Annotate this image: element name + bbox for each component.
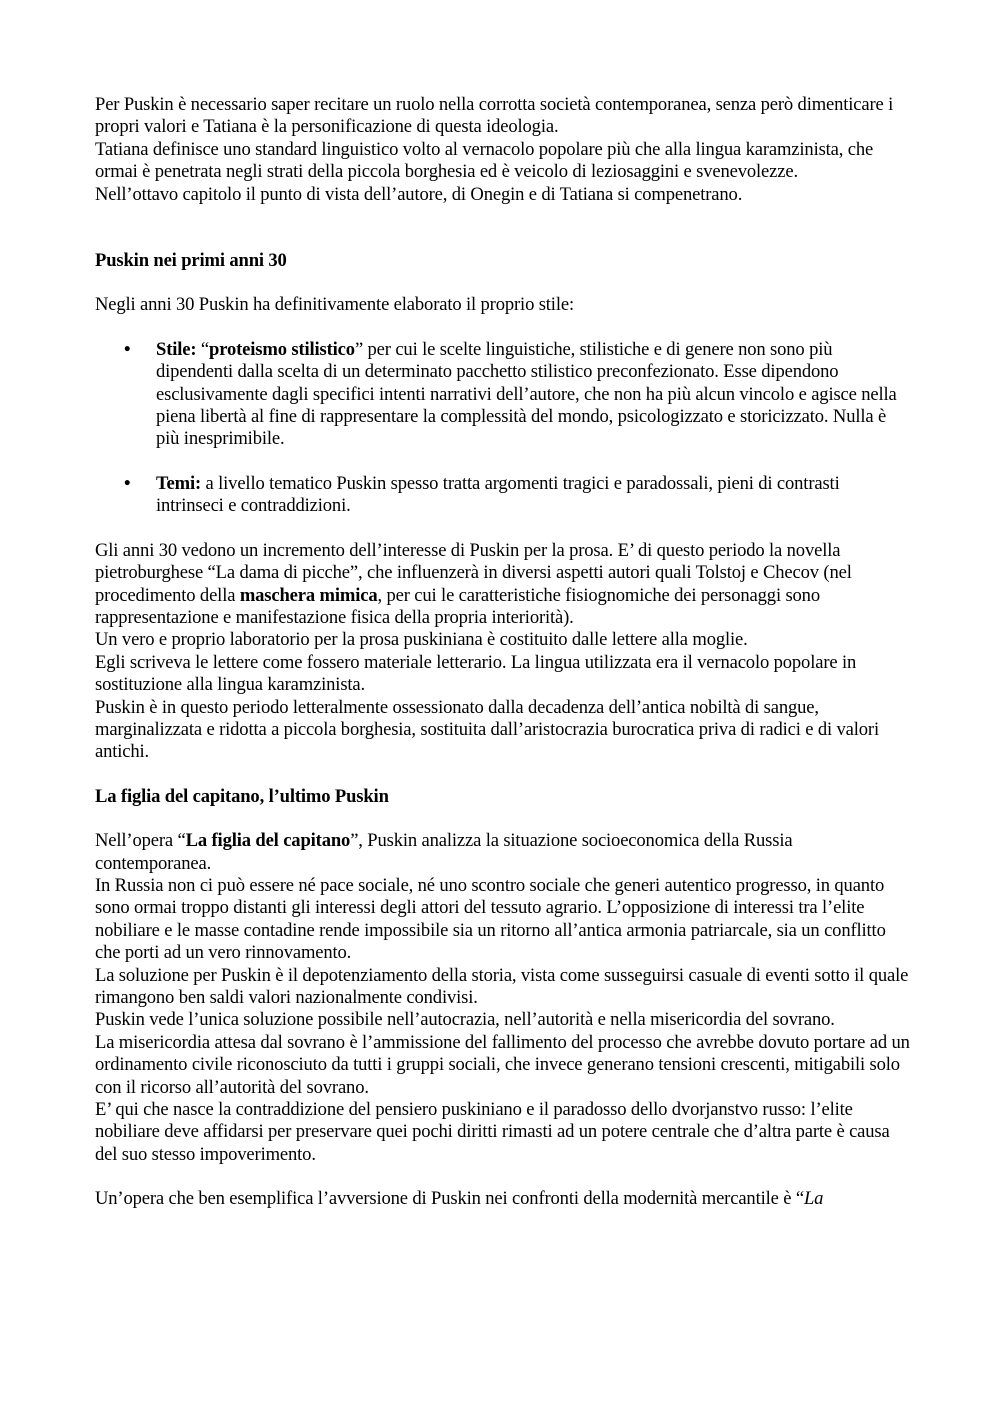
paragraph-text: ”, Puskin analizza la situazione socioeconomica della Russia contemporanea. — [95, 830, 793, 874]
section-paragraph-contraddizione: E’ qui che nasce la contraddizione del pensiero puskiniano e il paradosso dello dvorjanstvo russo: l’elite nobiliare deve affidarsi per preservare quei pochi diritti rimasti ad un potere centrale che d’altra parte è causa del suo stesso impoverimento. — [95, 1099, 890, 1165]
section-heading-figlia-capitano: La figlia del capitano, l’ultimo Puskin — [95, 785, 389, 807]
section-paragraph-autocrazia: Puskin vede l’unica soluzione possibile nell’autocrazia, nell’autorità e nella misericordia del sovrano. — [95, 1009, 835, 1031]
paragraph-text: Nell’opera “ — [95, 830, 186, 852]
section-paragraph-russia: In Russia non ci può essere né pace sociale, né uno scontro sociale che generi autentico progresso, in quanto sono ormai troppo distanti gli interessi degli attori del tessuto agrario. L’opposizione di interessi tra l’elite nobiliare e le masse contadine rende impossibile sia un ritorno all’antica armonia patriarcale, sia un conflitto che porti ad un vero rinnovamento. — [95, 874, 886, 964]
intro-paragraph-3: Nell’ottavo capitolo il punto di vista dell’autore, di Onegin e di Tatiana si compenetrano. — [95, 183, 743, 205]
bullet-label: Temi: — [156, 472, 202, 494]
section-paragraph-opera — [95, 830, 910, 875]
bullet-text: a livello tematico Puskin spesso tratta argomenti tragici e paradossali, pieni di contrasti intrinseci e contraddizioni. — [156, 472, 840, 517]
spacer — [95, 764, 910, 786]
spacer — [95, 518, 910, 540]
section-heading-primi-anni-30: Puskin nei primi anni 30 — [95, 250, 287, 272]
bullet-icon: • — [124, 338, 131, 360]
bullet-text: ” per cui le scelte linguistiche, stilistiche e di genere non sono più dipendenti dalla scelta di un determinato pacchetto stilistico preconfezionato. Esse dipendono esclusivamente dagli specifici intenti narrativi dell’autore, che non ha più alcun vincolo e agisce nella piena libertà al fine di rappresentare la complessità del mondo, psicologizzato e storicizzato. Nulla è più inesprimibile. — [156, 338, 897, 450]
intro-paragraph-2: Tatiana definisce uno standard linguistico volto al vernacolo popolare più che alla lingua karamzinista, che ormai è penetrata negli strati della piccola borghesia ed è veicolo di leziosaggini e svenevolezze. — [95, 138, 874, 183]
paragraph-text: , per cui le caratteristiche fisiognomiche dei personaggi sono rappresentazione e manifestazione fisica della propria interiorità). — [95, 584, 820, 628]
list-item-stile — [124, 338, 910, 451]
italic-title-start: La — [803, 1188, 824, 1210]
bullet-bold-term: proteismo stilistico — [209, 338, 355, 360]
spacer — [95, 808, 910, 830]
bullet-quote: “ — [196, 338, 210, 360]
bullet-label: Stile: — [156, 338, 197, 360]
bold-term-maschera-mimica: maschera mimica — [239, 584, 378, 606]
paragraph-text: Gli anni 30 vedono un incremento dell’interesse di Puskin per la prosa. E’ di questo periodo la novella pietroburghese “La dama di picche”, che influenzerà in diversi aspetti autori quali Tolstoj e Checov (nel procedimento della — [95, 539, 852, 606]
spacer — [95, 206, 910, 250]
document-page — [95, 94, 910, 1211]
bullet-icon: • — [124, 472, 131, 494]
section-paragraph-misericordia: La misericordia attesa dal sovrano è l’ammissione del fallimento del processo che avrebbe dovuto portare ad un ordinamento civile riconosciuto da tutti i gruppi sociali, che invece generano tensioni crescenti, mitigabili solo con il ricorso all’autorità del sovrano. — [95, 1031, 910, 1098]
section-paragraph-materiale: Egli scriveva le lettere come fossero materiale letterario. La lingua utilizzata era il vernacolo popolare in sostituzione alla lingua karamzinista. — [95, 651, 857, 696]
section-paragraph-nobilta: Puskin è in questo periodo letteralmente ossessionato dalla decadenza dell’antica nobiltà di sangue, marginalizzata e ridotta a piccola borghesia, sostituita dall’aristocrazia burocratica priva di radici e di valori antichi. — [95, 696, 879, 763]
paragraph-text: Un’opera che ben esemplifica l’avversione di Puskin nei confronti della modernità mercantile è “ — [95, 1188, 804, 1210]
intro-paragraph-1: Per Puskin è necessario saper recitare un ruolo nella corrotta società contemporanea, senza però dimenticare i propri valori e Tatiana è la personificazione di questa ideologia. — [95, 94, 894, 138]
section-paragraph-lettere: Un vero e proprio laboratorio per la prosa puskiniana è costituito dalle lettere alla moglie. — [95, 629, 748, 651]
list-item-temi — [124, 472, 910, 518]
bold-title-figlia-capitano: La figlia del capitano — [185, 830, 351, 852]
spacer — [95, 272, 910, 294]
spacer — [95, 317, 910, 339]
section-lead: Negli anni 30 Puskin ha definitivamente elaborato il proprio stile: — [95, 294, 574, 316]
section-paragraph-prosa — [95, 540, 910, 630]
bullet-list — [95, 339, 910, 518]
section-paragraph-modernita — [95, 1188, 910, 1210]
spacer — [95, 1166, 910, 1188]
section-paragraph-soluzione: La soluzione per Puskin è il depotenziamento della storia, vista come susseguirsi casuale di eventi sotto il quale rimangono ben saldi valori nazionalmente condivisi. — [95, 964, 909, 1008]
